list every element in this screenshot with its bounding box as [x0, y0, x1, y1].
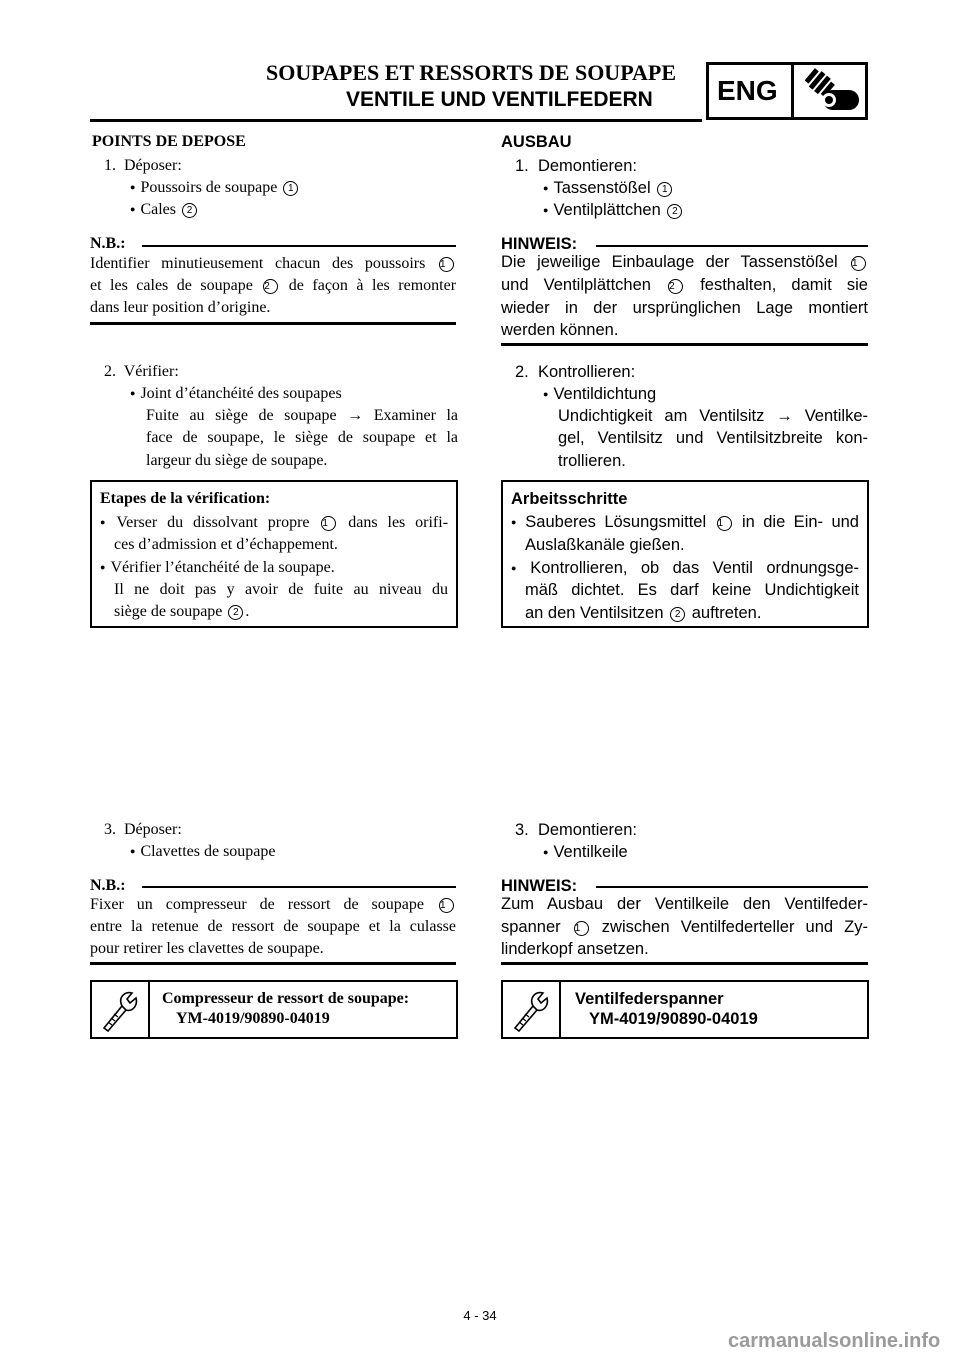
fr-note3-label: N.B.: [90, 877, 126, 894]
de-note3-line2a: spanner [501, 918, 561, 936]
de-step1-item-1-text: Tassenstößel [553, 179, 651, 197]
fr-step1-item-1-text: Poussoirs de soupape [140, 179, 278, 196]
section-badge [706, 62, 868, 120]
callout-1: 1 [717, 516, 732, 531]
header-title-fr: SOUPAPES ET RESSORTS DE SOUPAPE [266, 60, 676, 85]
fr-step2-item-1: ● Joint d’étanchéité des soupapes [130, 382, 342, 407]
de-check-item-1b: in die Ein- und [741, 513, 859, 531]
wrench-icon [511, 988, 553, 1032]
de-step2-label: Kontrollieren: [537, 363, 636, 381]
fr-note1-line2 [90, 274, 456, 298]
fr-note1-line1 [90, 252, 456, 276]
de-tool-code: YM-4019/90890-04019 [589, 1010, 758, 1028]
fr-tool-name: Compresseur de ressort de soupape: [162, 990, 410, 1007]
de-step3-num: 3. [515, 821, 529, 839]
fr-note3-line1 [90, 893, 456, 917]
de-step3-label: Demontieren: [537, 821, 637, 839]
de-step2-desc-3: trollieren. [558, 452, 626, 470]
de-step3-item-1: ● Ventilkeile [543, 840, 628, 866]
header-title-de: VENTILE UND VENTILFEDERN [346, 88, 653, 111]
callout-1: 1 [439, 898, 454, 913]
wrench-icon [100, 988, 142, 1032]
de-tool-divider [559, 982, 561, 1037]
de-note1-line3: wieder in der ursprünglichen Lage montiert [501, 299, 868, 317]
fr-step1-item-2-text: Cales [140, 201, 176, 218]
callout-1: 1 [851, 256, 866, 271]
de-note1-line1 [501, 250, 868, 274]
callout-2: 2 [228, 605, 243, 620]
de-tool-name: Ventilfederspanner [575, 990, 724, 1008]
de-note3-line1: Zum Ausbau der Ventilkeile den Ventilfeder- [501, 895, 868, 913]
de-step1 [515, 154, 637, 178]
fr-tool-code: YM-4019/90890-04019 [176, 1010, 330, 1027]
de-check-item-2: ● Kontrollieren, ob das Ventil ordnungsge- [511, 556, 859, 582]
callout-1: 1 [439, 257, 454, 272]
fr-check-item-1c: ces d’admission et d’échappement. [114, 536, 338, 553]
fr-step1-num: 1. [104, 157, 116, 174]
fr-step1-item-2 [130, 198, 199, 223]
callout-2: 2 [263, 279, 278, 294]
de-step3 [515, 818, 637, 842]
fr-step2-desc-3: largeur du siège de soupape. [146, 452, 328, 469]
de-step1-label: Demontieren: [537, 157, 637, 175]
fr-step2 [104, 360, 179, 384]
fr-step3-label: Déposer: [124, 821, 182, 838]
de-note3-line2 [501, 915, 868, 939]
fr-note3-bottom-rule [90, 962, 456, 965]
callout-1: 1 [283, 181, 298, 196]
de-note1-line2 [501, 273, 868, 297]
fr-tool-box [90, 980, 458, 1039]
fr-step3-num: 3. [104, 821, 116, 838]
fr-note1-bottom-rule [90, 322, 456, 325]
fr-note3-line2: entre la retenue de ressort de soupape et la culasse [90, 918, 456, 935]
de-step2-num: 2. [515, 363, 529, 381]
callout-2: 2 [667, 204, 682, 219]
de-note3-label: HINWEIS: [501, 877, 578, 895]
fr-step1-label: Déposer: [124, 157, 182, 174]
callout-1: 1 [657, 182, 672, 197]
de-note1-line2b: festhalten, damit sie [700, 276, 868, 294]
callout-2: 2 [670, 607, 685, 622]
de-note3-line3: linderkopf ansetzen. [501, 940, 649, 958]
de-check-title: Arbeitsschritte [511, 490, 628, 508]
de-step1-num: 1. [515, 157, 529, 175]
fr-step2-desc-1: Fuite au siège de soupape → Examiner la [146, 407, 458, 424]
fr-check-title: Etapes de la vérification: [100, 490, 271, 507]
callout-2: 2 [668, 279, 683, 294]
de-note3-line2b: zwischen Ventilfederteller und Zy- [601, 918, 868, 936]
de-note1-line4: werden können. [501, 321, 619, 339]
callout-1: 1 [574, 921, 589, 936]
watermark: carmanualsonline.info [728, 1330, 941, 1352]
badge-label: ENG [717, 75, 778, 106]
de-step1-item-2-text: Ventilplättchen [553, 201, 661, 219]
de-check-item-2d: auftreten. [691, 604, 762, 622]
engine-icon [805, 68, 863, 114]
de-section-title: AUSBAU [501, 133, 572, 151]
callout-1: 1 [321, 516, 336, 531]
de-note1-label: HINWEIS: [501, 235, 578, 253]
fr-note1-line2a: et les cales de soupape [90, 277, 253, 294]
de-step2-desc-2: gel, Ventilsitz und Ventilsitzbreite kon- [558, 429, 868, 447]
fr-step2-desc-2: face de soupape, le siège de soupape et la [146, 429, 458, 446]
de-note1-top-rule [596, 245, 868, 247]
badge-divider [791, 65, 794, 117]
fr-tool-divider [148, 982, 150, 1037]
fr-check-item-1a: Verser du dissolvant propre [116, 514, 310, 531]
de-note3-bottom-rule [501, 962, 868, 965]
header-rule [90, 119, 702, 122]
fr-note1-line3: dans leur position d’origine. [90, 299, 271, 316]
fr-section-title: POINTS DE DEPOSE [92, 133, 246, 150]
fr-check-item-2: ● Vérifier l’étanchéité de la soupape. [100, 556, 335, 581]
fr-check-item-2b: Il ne doit pas y avoir de fuite au niveau du [114, 581, 448, 598]
de-check-item-2b: mäß dichtet. Es darf keine Undichtigkeit [525, 581, 859, 599]
de-check-item-1a: Sauberes Lösungsmittel [525, 513, 707, 531]
de-note1-line2a: und Ventilplättchen [501, 276, 651, 294]
fr-note3-top-rule [142, 886, 456, 888]
fr-note3-line1-text: Fixer un compresseur de ressort de soupape [90, 896, 424, 913]
de-note1-line1-text: Die jeweilige Einbaulage der Tassenstößel [501, 253, 838, 271]
de-step2-item-1: ● Ventildichtung [543, 382, 656, 408]
fr-note3-line3: pour retirer les clavettes de soupape. [90, 940, 324, 957]
fr-step3 [104, 818, 182, 842]
de-tool-box [501, 980, 869, 1039]
fr-note1-line2b: de façon à les remonter [288, 277, 457, 294]
de-step1-item-2 [543, 198, 684, 224]
fr-step3-item-1: ● Clavettes de soupape [130, 840, 276, 865]
fr-check-item-1b: dans les orifi- [348, 514, 449, 531]
fr-note1-line1-text: Identifier minutieusement chacun des poussoirs [90, 255, 426, 272]
fr-check-item-2c-text: siège de soupape [114, 603, 223, 620]
de-check-item-2c-text: an den Ventilsitzen [525, 604, 664, 622]
fr-note1-label: N.B.: [90, 235, 126, 252]
de-note1-bottom-rule [501, 343, 868, 346]
de-note3-top-rule [596, 886, 868, 888]
fr-check-item-2c: siège de soupape 2 . [114, 603, 250, 620]
de-check-item-2c [525, 601, 761, 625]
fr-step1 [104, 154, 182, 178]
callout-2: 2 [182, 203, 197, 218]
fr-step2-num: 2. [104, 363, 116, 380]
de-step2-desc-1: Undichtigkeit am Ventilsitz → Ventilke- [558, 407, 868, 425]
de-step2 [515, 360, 635, 384]
page-number: 4 - 34 [463, 1308, 497, 1323]
de-check-item-1c: Auslaßkanäle gießen. [525, 536, 685, 554]
fr-step2-label: Vérifier: [123, 363, 179, 380]
fr-note1-top-rule [142, 245, 456, 247]
